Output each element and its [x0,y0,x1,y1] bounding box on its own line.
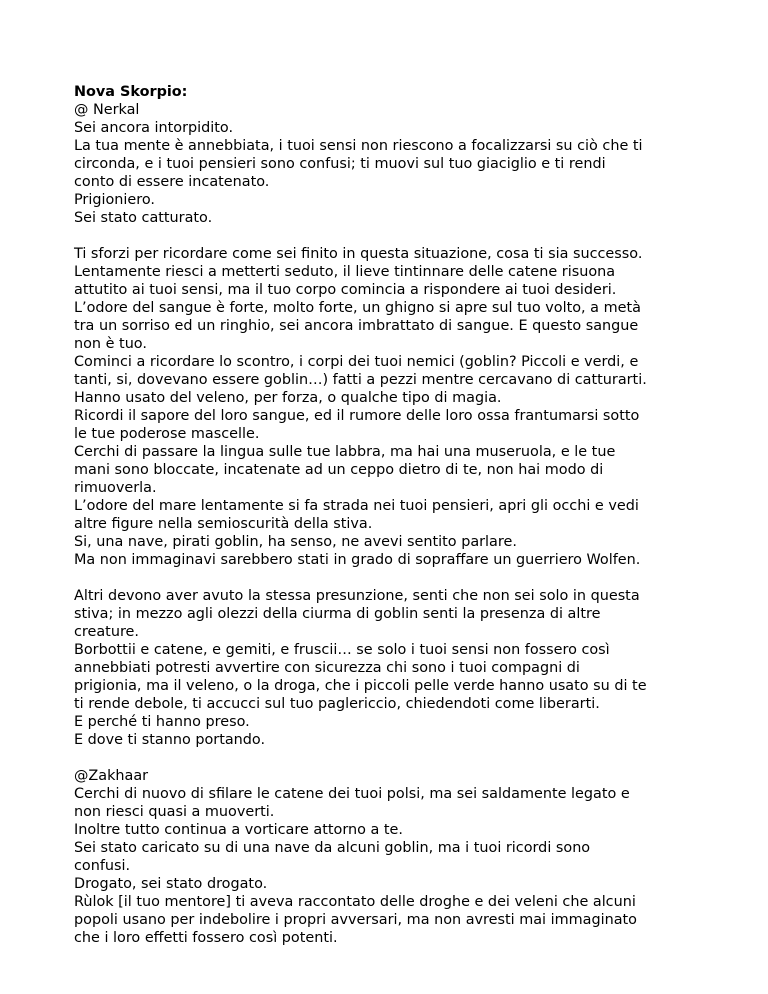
text-line: non riesci quasi a muoverti. [74,804,275,820]
text-line: che i loro effetti fossero così potenti. [74,930,338,946]
text-line: Drogato, sei stato drogato. [74,876,268,892]
text-line: Borbottii e catene, e gemiti, e fruscii… se solo i tuoi sensi non fossero così [74,642,610,658]
text-line: rimuoverla. [74,480,157,496]
text-line: ti rende debole, ti accucci sul tuo paglericcio, chiedendoti come liberarti. [74,696,600,712]
text-line: Sei stato catturato. [74,210,213,226]
text-line: Ti sforzi per ricordare come sei finito in questa situazione, cosa ti sia successo. [74,246,643,262]
text-line: L’odore del mare lentamente si fa strada nei tuoi pensieri, apri gli occhi e vedi [74,498,639,514]
text-line: Sei ancora intorpidito. [74,120,234,136]
document-page [74,83,699,947]
text-line: Rùlok [il tuo mentore] ti aveva raccontato delle droghe e dei veleni che alcuni [74,894,636,910]
text-line: Cominci a ricordare lo scontro, i corpi dei tuoi nemici (goblin? Piccoli e verdi, e [74,354,639,370]
document-title: Nova Skorpio: [74,84,188,100]
text-line: Ma non immaginavi sarebbero stati in grado di sopraffare un guerriero Wolfen. [74,552,641,568]
text-line: Altri devono aver avuto la stessa presunzione, senti che non sei solo in questa [74,588,640,604]
text-line: E perché ti hanno preso. [74,714,250,730]
text-line: Cerchi di passare la lingua sulle tue labbra, ma hai una museruola, e le tue [74,444,616,460]
text-line: Lentamente riesci a metterti seduto, il lieve tintinnare delle catene risuona [74,264,616,280]
text-line: conto di essere incatenato. [74,174,270,190]
text-line: @Zakhaar [74,768,149,784]
text-line: confusi. [74,858,131,874]
text-line: Ricordi il sapore del loro sangue, ed il rumore delle loro ossa frantumarsi sotto [74,408,640,424]
text-line: mani sono bloccate, incatenate ad un ceppo dietro di te, non hai modo di [74,462,604,478]
text-line: E dove ti stanno portando. [74,732,266,748]
text-line: Si, una nave, pirati goblin, ha senso, ne avevi sentito parlare. [74,534,517,550]
text-line: L’odore del sangue è forte, molto forte, un ghigno si apre sul tuo volto, a metà [74,300,641,316]
text-line: stiva; in mezzo agli olezzi della ciurma di goblin senti la presenza di altre [74,606,601,622]
text-line: attutito ai tuoi sensi, ma il tuo corpo comincia a rispondere ai tuoi desideri. [74,282,617,298]
text-line: Sei stato caricato su di una nave da alcuni goblin, ma i tuoi ricordi sono [74,840,591,856]
text-line: Hanno usato del veleno, per forza, o qualche tipo di magia. [74,390,502,406]
text-line: non è tuo. [74,336,147,352]
paragraph-gap [74,749,699,767]
paragraph-gap [74,569,699,587]
text-line: @ Nerkal [74,102,140,118]
text-line: altre figure nella semioscurità della stiva. [74,516,373,532]
text-line: tra un sorriso ed un ringhio, sei ancora imbrattato di sangue. E questo sangue [74,318,639,334]
text-line: Prigioniero. [74,192,155,208]
text-line: La tua mente è annebbiata, i tuoi sensi non riescono a focalizzarsi su ciò che ti [74,138,643,154]
text-line: annebbiati potresti avvertire con sicurezza chi sono i tuoi compagni di [74,660,580,676]
text-line: circonda, e i tuoi pensieri sono confusi; ti muovi sul tuo giaciglio e ti rendi [74,156,606,172]
text-line: tanti, si, dovevano essere goblin…) fatti a pezzi mentre cercavano di catturarti. [74,372,647,388]
text-line: le tue poderose mascelle. [74,426,260,442]
document-body [74,101,699,947]
paragraph-gap [74,227,699,245]
text-line: Inoltre tutto continua a vorticare attorno a te. [74,822,403,838]
text-line: popoli usano per indebolire i propri avversari, ma non avresti mai immaginato [74,912,637,928]
text-line: creature. [74,624,139,640]
text-line: prigionia, ma il veleno, o la droga, che i piccoli pelle verde hanno usato su di te [74,678,647,694]
text-line: Cerchi di nuovo di sfilare le catene dei tuoi polsi, ma sei saldamente legato e [74,786,630,802]
